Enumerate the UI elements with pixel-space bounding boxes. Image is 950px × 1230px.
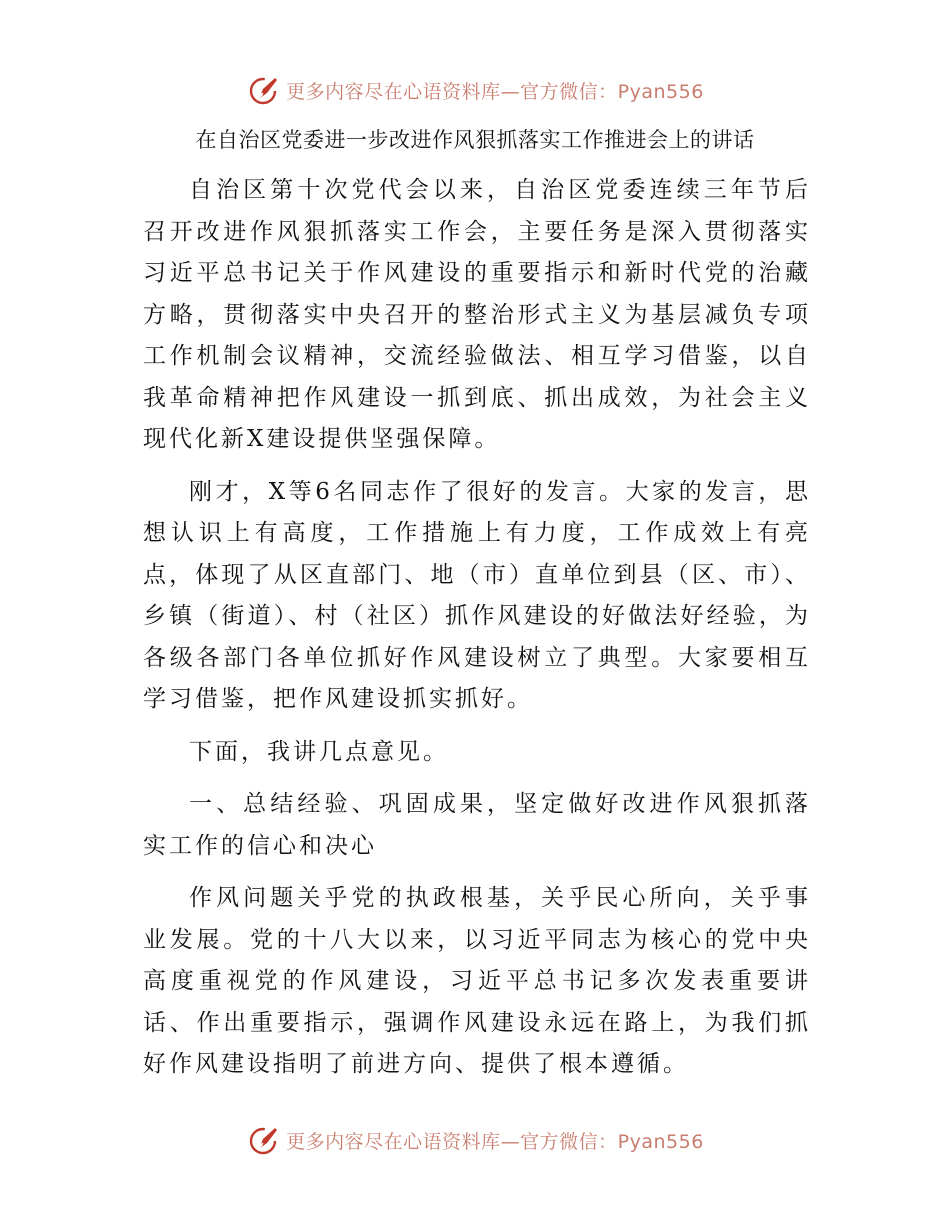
paragraph: 自治区第十次党代会以来，自治区党委连续三年节后召开改进作风狠抓落实工作会，主要任务是深入贯彻落实习近平总书记关于作风建设的重要指示和新时代党的治藏方略，贯彻落实中央召开的整治形式主义为基层减负专项工作机制会议精神，交流经验做法、相互学习借鉴，以自我革命精神把作风建设一抓到底、抓出成效，为社会主义现代化新X建设提供坚强保障。 [143, 177, 811, 452]
paragraph: 作风问题关乎党的执政根基，关乎民心所向，关乎事业发展。党的十八大以来，以习近平同志为核心的党中央高度重视党的作风建设，习近平总书记多次发表重要讲话、作出重要指示，强调作风建设永远在路上，为我们抓好作风建设指明了前进方向、提供了根本遵循。 [143, 885, 811, 1077]
header-banner [0, 70, 950, 110]
footer-banner [0, 1120, 950, 1160]
footer-banner-text: 更多内容尽在心语资料库—官方微信：Pyan556 [286, 1130, 704, 1153]
quill-pen-logo-icon [246, 1122, 282, 1158]
quill-pen-logo-icon [246, 72, 282, 108]
footer-banner-inner [246, 1120, 704, 1160]
header-banner-inner [246, 70, 704, 110]
document-title: 在自治区党委进一步改进作风狠抓落实工作推进会上的讲话 [195, 128, 755, 152]
paragraph: 下面，我讲几点意见。 [189, 738, 449, 765]
section-heading: 一、总结经验、巩固成果，坚定做好改进作风狠抓落实工作的信心和决心 [143, 791, 811, 859]
header-banner-text: 更多内容尽在心语资料库—官方微信：Pyan556 [286, 80, 704, 103]
document-body [143, 170, 811, 1097]
paragraph: 刚才，X等6名同志作了很好的发言。大家的发言，思想认识上有高度，工作措施上有力度，工作成效上有亮点，体现了从区直部门、地（市）直单位到县（区、市）、乡镇（街道）、村（社区）抓作风建设的好做法好经验，为各级各部门各单位抓好作风建设树立了典型。大家要相互学习借鉴，把作风建设抓实抓好。 [143, 478, 811, 712]
